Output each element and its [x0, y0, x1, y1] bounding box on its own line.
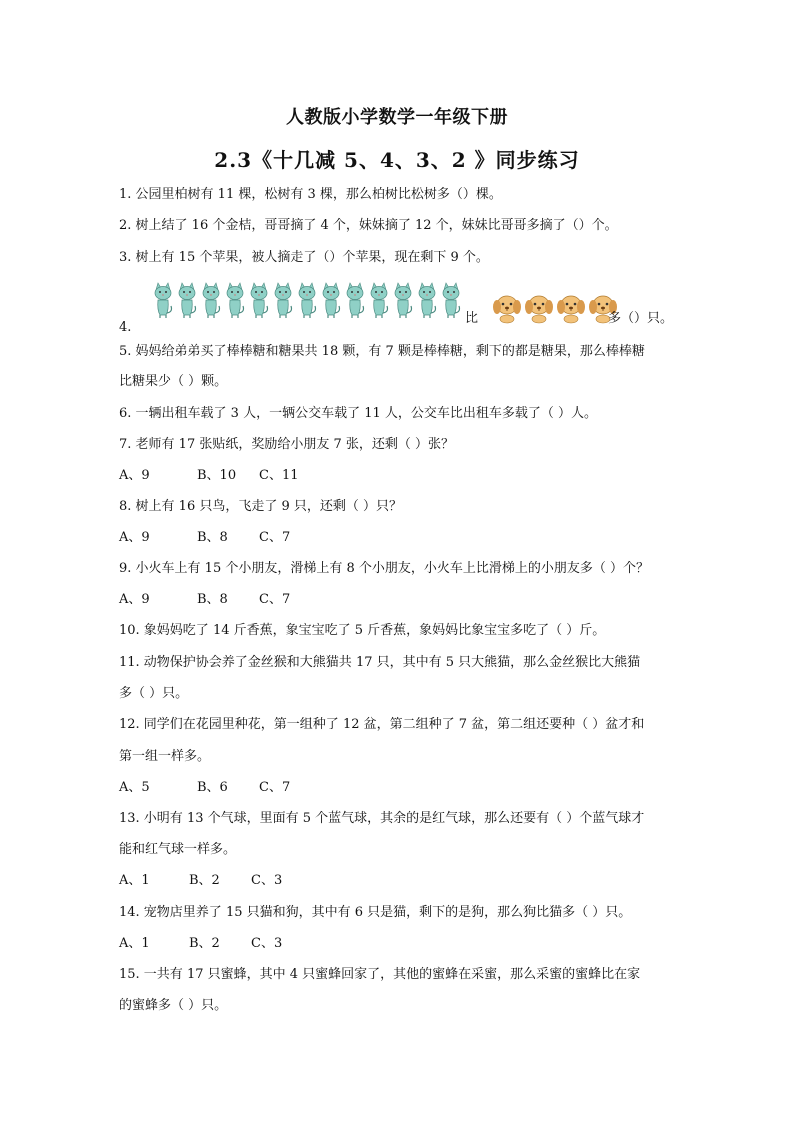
option-a: A、1 — [119, 936, 150, 951]
option-c: C、7 — [259, 780, 291, 795]
page-title: 人教版小学数学一年级下册 — [286, 107, 508, 128]
question-4-tail: 多（）只。 — [608, 311, 674, 326]
cat-icon — [392, 282, 414, 320]
question-8: 8. 树上有 16 只鸟，飞走了 9 只，还剩（ ）只？ — [119, 499, 403, 514]
question-3: 3. 树上有 15 个苹果，被人摘走了（）个苹果，现在剩下 9 个。 — [119, 250, 489, 265]
option-b: B、2 — [189, 936, 220, 951]
option-c: C、7 — [259, 592, 291, 607]
option-a: A、9 — [119, 530, 150, 545]
option-b: B、2 — [189, 873, 220, 888]
option-a: A、9 — [119, 468, 150, 483]
question-6: 6. 一辆出租车载了 3 人，一辆公交车载了 11 人，公交车比出租车多载了（ ）人。 — [119, 406, 598, 421]
cat-icon — [368, 282, 390, 320]
question-4-number: 4. — [119, 320, 132, 335]
question-14-options — [119, 934, 679, 954]
option-b: B、10 — [197, 468, 237, 483]
option-c: C、3 — [251, 936, 283, 951]
option-c: C、11 — [259, 468, 299, 483]
option-a: A、1 — [119, 873, 150, 888]
dog-icon — [524, 292, 554, 324]
cat-icon — [344, 282, 366, 320]
option-c: C、3 — [251, 873, 283, 888]
cat-icon — [416, 282, 438, 320]
cat-icon — [272, 282, 294, 320]
cat-icon — [152, 282, 174, 320]
question-12-line-2: 第一组一样多。 — [119, 749, 211, 764]
question-9-options — [119, 590, 679, 610]
page-subtitle: 2.3《十几减 5、4、3、2 》同步练习 — [214, 148, 580, 172]
question-7-options — [119, 466, 679, 486]
question-4-compare-word: 比 — [465, 311, 479, 326]
cat-icon — [320, 282, 342, 320]
question-12-options — [119, 778, 679, 798]
question-8-options — [119, 528, 679, 548]
cat-icon — [296, 282, 318, 320]
option-b: B、6 — [197, 780, 228, 795]
question-5-line-1: 5. 妈妈给弟弟买了棒棒糖和糖果共 18 颗，有 7 颗是棒棒糖，剩下的都是糖果，那么棒棒糖 — [119, 344, 645, 359]
question-13-line-1: 13. 小明有 13 个气球，里面有 5 个蓝气球，其余的是红气球，那么还要有（ ）个蓝气球才 — [119, 811, 645, 826]
question-7: 7. 老师有 17 张贴纸，奖励给小朋友 7 张，还剩（ ）张？ — [119, 437, 455, 452]
question-15-line-1: 15. 一共有 17 只蜜蜂，其中 4 只蜜蜂回家了，其他的蜜蜂在采蜜，那么采蜜的蜜蜂比在家 — [119, 967, 641, 982]
question-11-line-2: 多（ ）只。 — [119, 686, 189, 701]
question-11-line-1: 11. 动物保护协会养了金丝猴和大熊猫共 17 只，其中有 5 只大熊猫，那么金丝猴比大熊猫 — [119, 655, 641, 670]
question-5-line-2: 比糖果少（ ）颗。 — [119, 374, 228, 389]
question-15-line-2: 的蜜蜂多（ ）只。 — [119, 998, 228, 1013]
dog-icon — [556, 292, 586, 324]
question-9: 9. 小火车上有 15 个小朋友，滑梯上有 8 个小朋友，小火车上比滑梯上的小朋友多（ ）个？ — [119, 561, 650, 576]
dog-icon — [492, 292, 522, 324]
question-2: 2. 树上结了 16 个金桔，哥哥摘了 4 个，妹妹摘了 12 个，妹妹比哥哥多摘了（）个。 — [119, 218, 618, 233]
question-12-line-1: 12. 同学们在花园里种花，第一组种了 12 盆，第二组种了 7 盆，第二组还要种（ ）盆才和 — [119, 717, 645, 732]
option-a: A、9 — [119, 592, 150, 607]
cat-icon — [200, 282, 222, 320]
option-a: A、5 — [119, 780, 150, 795]
cat-icon — [440, 282, 462, 320]
cat-icon — [248, 282, 270, 320]
cat-icon — [224, 282, 246, 320]
option-b: B、8 — [197, 592, 228, 607]
question-1: 1. 公园里柏树有 11 棵，松树有 3 棵，那么柏树比松树多（）棵。 — [119, 187, 502, 202]
question-14: 14. 宠物店里养了 15 只猫和狗，其中有 6 只是猫，剩下的是狗，那么狗比猫多（ ）只。 — [119, 905, 632, 920]
cat-icon — [176, 282, 198, 320]
question-13-line-2: 能和红气球一样多。 — [119, 842, 237, 857]
question-10: 10. 象妈妈吃了 14 斤香蕉，象宝宝吃了 5 斤香蕉，象妈妈比象宝宝多吃了（ ）斤。 — [119, 623, 606, 638]
option-b: B、8 — [197, 530, 228, 545]
question-13-options — [119, 871, 679, 891]
option-c: C、7 — [259, 530, 291, 545]
